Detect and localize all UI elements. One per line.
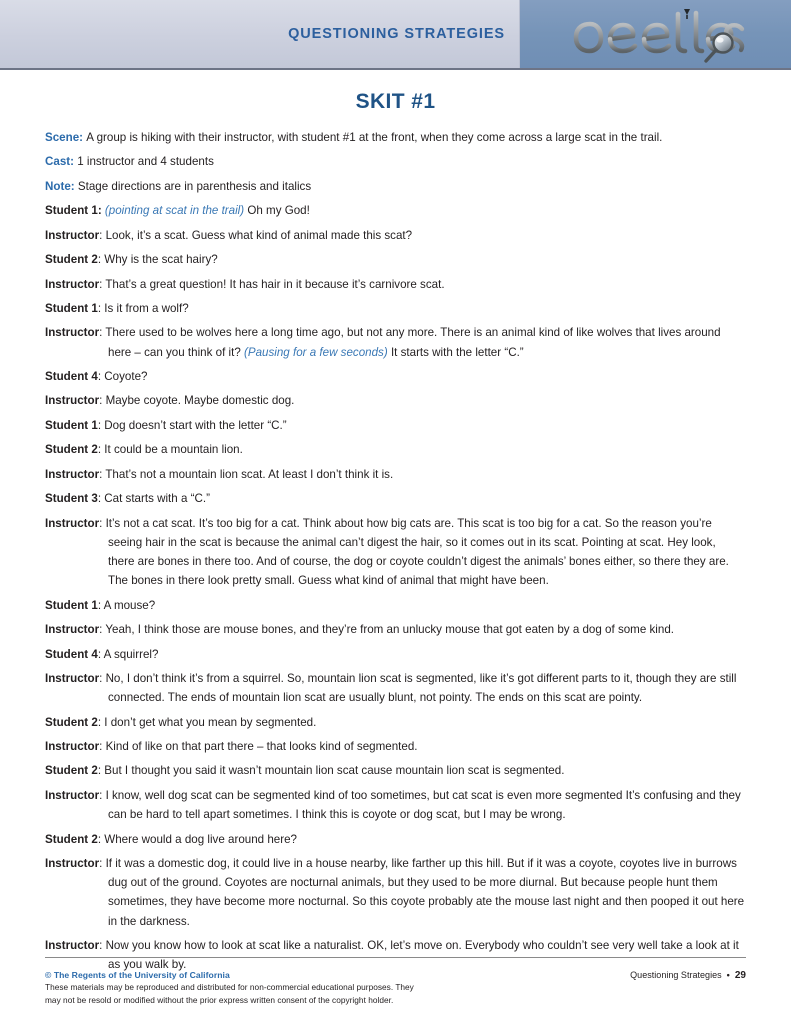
page-number: 29: [734, 969, 746, 981]
dialogue-text: I know, well dog scat can be segmented kind of too sometimes, but cat scat is even more segmented It’s confusing and they can be hard to tell apart sometimes. I think this is coyote or dog scat, but I may be wrong.: [105, 788, 741, 822]
dialogue-line: [45, 596, 745, 615]
speaker-separator: :: [97, 418, 105, 432]
stage-direction: (pointing at scat in the trail): [104, 204, 245, 218]
dialogue-text: A mouse?: [103, 598, 156, 612]
stage-direction: (Pausing for a few seconds): [244, 345, 388, 359]
speaker-label: Student 1: [45, 301, 98, 315]
header-left-panel: [0, 0, 520, 68]
dialogue-line: [45, 713, 745, 732]
speaker-separator: :: [97, 647, 104, 661]
meta-line-cast: [45, 152, 745, 171]
speaker-label: Instructor: [45, 326, 100, 340]
header-brand-panel: [520, 0, 791, 68]
dialogue-line: [45, 416, 745, 435]
dialogue-text: If it was a domestic dog, it could live in a house nearby, like farther up this hill. But if it was a coyote, coyotes live in burrows dug out of the ground. Coyotes are nocturnal animals, but they used to be more diurnal. But because people hunt them sometimes, they have become more nocturnal. So this coyote probably ate the mouse last night and then pooped it out here in the darkness.: [105, 856, 745, 928]
speaker-label: Student 1:: [45, 204, 102, 218]
footer-section-label: Questioning Strategies: [630, 969, 722, 980]
meta-line-scene: [45, 128, 745, 147]
dialogue-line: [45, 440, 745, 459]
dialogue-line: [45, 669, 745, 707]
dialogue-line: [45, 391, 745, 410]
speaker-label: Student 1: [45, 598, 98, 612]
speaker-separator: :: [99, 228, 106, 242]
dialogue-text: It starts with the letter “C.”: [387, 345, 524, 359]
dialogue-line: [45, 201, 745, 220]
dialogue-text: Cat starts with a “C.”: [104, 492, 210, 506]
speaker-separator: :: [99, 740, 106, 754]
speaker-separator: :: [99, 326, 106, 340]
speaker-label: Student 1: [45, 418, 98, 432]
dialogue-line: [45, 737, 745, 756]
speaker-separator: :: [99, 394, 106, 408]
speaker-separator: :: [97, 764, 105, 778]
speaker-separator: :: [99, 467, 106, 481]
meta-line-note: [45, 177, 745, 196]
dialogue-line: [45, 489, 745, 508]
footer-copyright-block: [45, 969, 414, 1006]
speaker-label: Student 4: [45, 370, 98, 384]
speaker-label: Instructor: [45, 467, 100, 481]
license-text-line-1: These materials may be reproduced and distributed for non-commercial educational purposes. They: [45, 982, 414, 993]
beetles-logo: [566, 5, 746, 63]
dialogue-text: Where would a dog live around here?: [104, 832, 297, 846]
speaker-separator: :: [97, 598, 104, 612]
footer-divider: [45, 957, 746, 958]
speaker-separator: :: [97, 253, 105, 267]
meta-label-note: Note: [45, 179, 71, 193]
dialogue-text: Dog doesn’t start with the letter “C.”: [104, 418, 287, 432]
dialogue-text: That’s not a mountain lion scat. At least I don’t think it is.: [105, 467, 394, 481]
page-footer: [0, 957, 791, 1024]
speaker-separator: :: [97, 492, 105, 506]
speaker-label: Student 2: [45, 253, 98, 267]
speaker-label: Student 2: [45, 715, 98, 729]
speaker-label: Student 3: [45, 492, 98, 506]
dialogue-text: Coyote?: [104, 370, 148, 384]
speaker-label: Instructor: [45, 939, 100, 953]
dialogue-line: [45, 854, 745, 931]
meta-label-scene: Scene: [45, 131, 80, 144]
dialogue-line: [45, 514, 745, 591]
meta-text-cast: 1 instructor and 4 students: [77, 155, 214, 169]
meta-text-scene: A group is hiking with their instructor, with student #1 at the front, when they come across a large scat in the trail.: [86, 131, 663, 144]
dialogue-line: [45, 761, 745, 780]
speaker-label: Instructor: [45, 856, 100, 870]
script-body: [45, 128, 745, 980]
dialogue-text: A squirrel?: [103, 647, 159, 661]
speaker-separator: :: [97, 443, 105, 457]
dialogue-line: [45, 645, 745, 664]
speaker-separator: :: [99, 856, 106, 870]
dialogue-line: [45, 830, 745, 849]
speaker-separator: :: [97, 832, 105, 846]
speaker-label: Instructor: [45, 516, 100, 530]
meta-separator-cast: :: [70, 155, 78, 169]
dialogue-text: Maybe coyote. Maybe domestic dog.: [105, 394, 295, 408]
dialogue-line: [45, 620, 745, 639]
dialogue-line: [45, 275, 745, 294]
dialogue-text: Look, it’s a scat. Guess what kind of animal made this scat?: [105, 228, 413, 242]
dialogue-text: I don’t get what you mean by segmented.: [104, 715, 317, 729]
page-title: SKIT #1: [355, 90, 436, 113]
dialogue-text: Yeah, I think those are mouse bones, and they’re from an unlucky mouse that got eaten by a dog of some kind.: [105, 623, 675, 637]
dialogue-line: [45, 299, 745, 318]
speaker-separator: :: [97, 301, 105, 315]
dialogue-text: That’s a great question! It has hair in it because it’s carnivore scat.: [105, 277, 445, 291]
dialogue-line: [45, 786, 745, 824]
speaker-separator: :: [99, 939, 106, 953]
speaker-label: Instructor: [45, 623, 100, 637]
speaker-separator: :: [99, 623, 106, 637]
dialogue-list: [45, 201, 745, 974]
dialogue-text: Oh my God!: [244, 204, 310, 218]
dialogue-line: [45, 465, 745, 484]
speaker-label: Instructor: [45, 228, 100, 242]
speaker-label: Student 2: [45, 832, 98, 846]
dialogue-line: [45, 226, 745, 245]
dialogue-line: [45, 367, 745, 386]
copyright-notice: © The Regents of the University of California: [45, 969, 230, 980]
speaker-label: Instructor: [45, 277, 100, 291]
speaker-label: Instructor: [45, 740, 100, 754]
speaker-label: Student 2: [45, 443, 98, 457]
speaker-label: Student 2: [45, 764, 98, 778]
speaker-label: Student 4: [45, 647, 98, 661]
dialogue-text: It’s not a cat scat. It’s too big for a cat. Think about how big cats are. This scat is too big for a cat. So the reason you’re seeing hair in the scat is because the animal can’t digest the hair, so it comes out in its scat. Pointing at scat. Hey look, there are bones in there too. And of course, the dog or coyote couldn’t digest the animals’ bones either, so there they are. The bones in there look pretty small. Guess what kind of animal that might have been.: [105, 516, 729, 588]
meta-separator-scene: :: [79, 131, 87, 144]
meta-label-cast: Cast: [45, 155, 71, 169]
dialogue-text: Kind of like on that part there – that looks kind of segmented.: [105, 740, 418, 754]
meta-separator-note: :: [70, 179, 78, 193]
footer-page-info: [630, 969, 746, 981]
header-section-title: QUESTIONING STRATEGIES: [288, 26, 505, 42]
speaker-separator: :: [99, 671, 106, 685]
footer-bullet-separator: •: [726, 969, 730, 980]
dialogue-text: Is it from a wolf?: [104, 301, 189, 315]
speaker-label: Instructor: [45, 671, 100, 685]
speaker-separator: :: [99, 788, 106, 802]
dialogue-text: No, I don’t think it’s from a squirrel. So, mountain lion scat is segmented, like it’s got different parts to it, though they are still connected. The ends of mountain lion scat are usually blunt, not pointy. The ends on this scat are pointy.: [105, 671, 737, 705]
dialogue-text: There used to be wolves here a long time ago, but not any more. There is an animal kind of like wolves that lives around here – can you think of it?: [105, 326, 721, 359]
dialogue-line: [45, 250, 745, 269]
dialogue-line: [45, 323, 745, 361]
dialogue-text: But I thought you said it wasn’t mountain lion scat cause mountain lion scat is segmented.: [104, 764, 565, 778]
dialogue-text: Why is the scat hairy?: [104, 253, 218, 267]
license-text-line-2: may not be resold or modified without the prior express written consent of the copyright holder.: [45, 994, 394, 1005]
beetle-antenna-mark: [684, 9, 690, 19]
speaker-separator: :: [99, 516, 106, 530]
dialogue-text: Now you know how to look at scat like a naturalist. OK, let’s move on. Everybody who couldn’t see very well take a look at it as you walk by.: [105, 939, 739, 972]
speaker-label: Instructor: [45, 394, 100, 408]
speaker-separator: :: [97, 370, 105, 384]
meta-text-note: Stage directions are in parenthesis and italics: [77, 179, 312, 193]
speaker-label: Instructor: [45, 788, 100, 802]
page-header: [0, 0, 791, 70]
speaker-separator: :: [97, 715, 105, 729]
dialogue-text: It could be a mountain lion.: [104, 443, 243, 457]
speaker-separator: :: [99, 277, 106, 291]
